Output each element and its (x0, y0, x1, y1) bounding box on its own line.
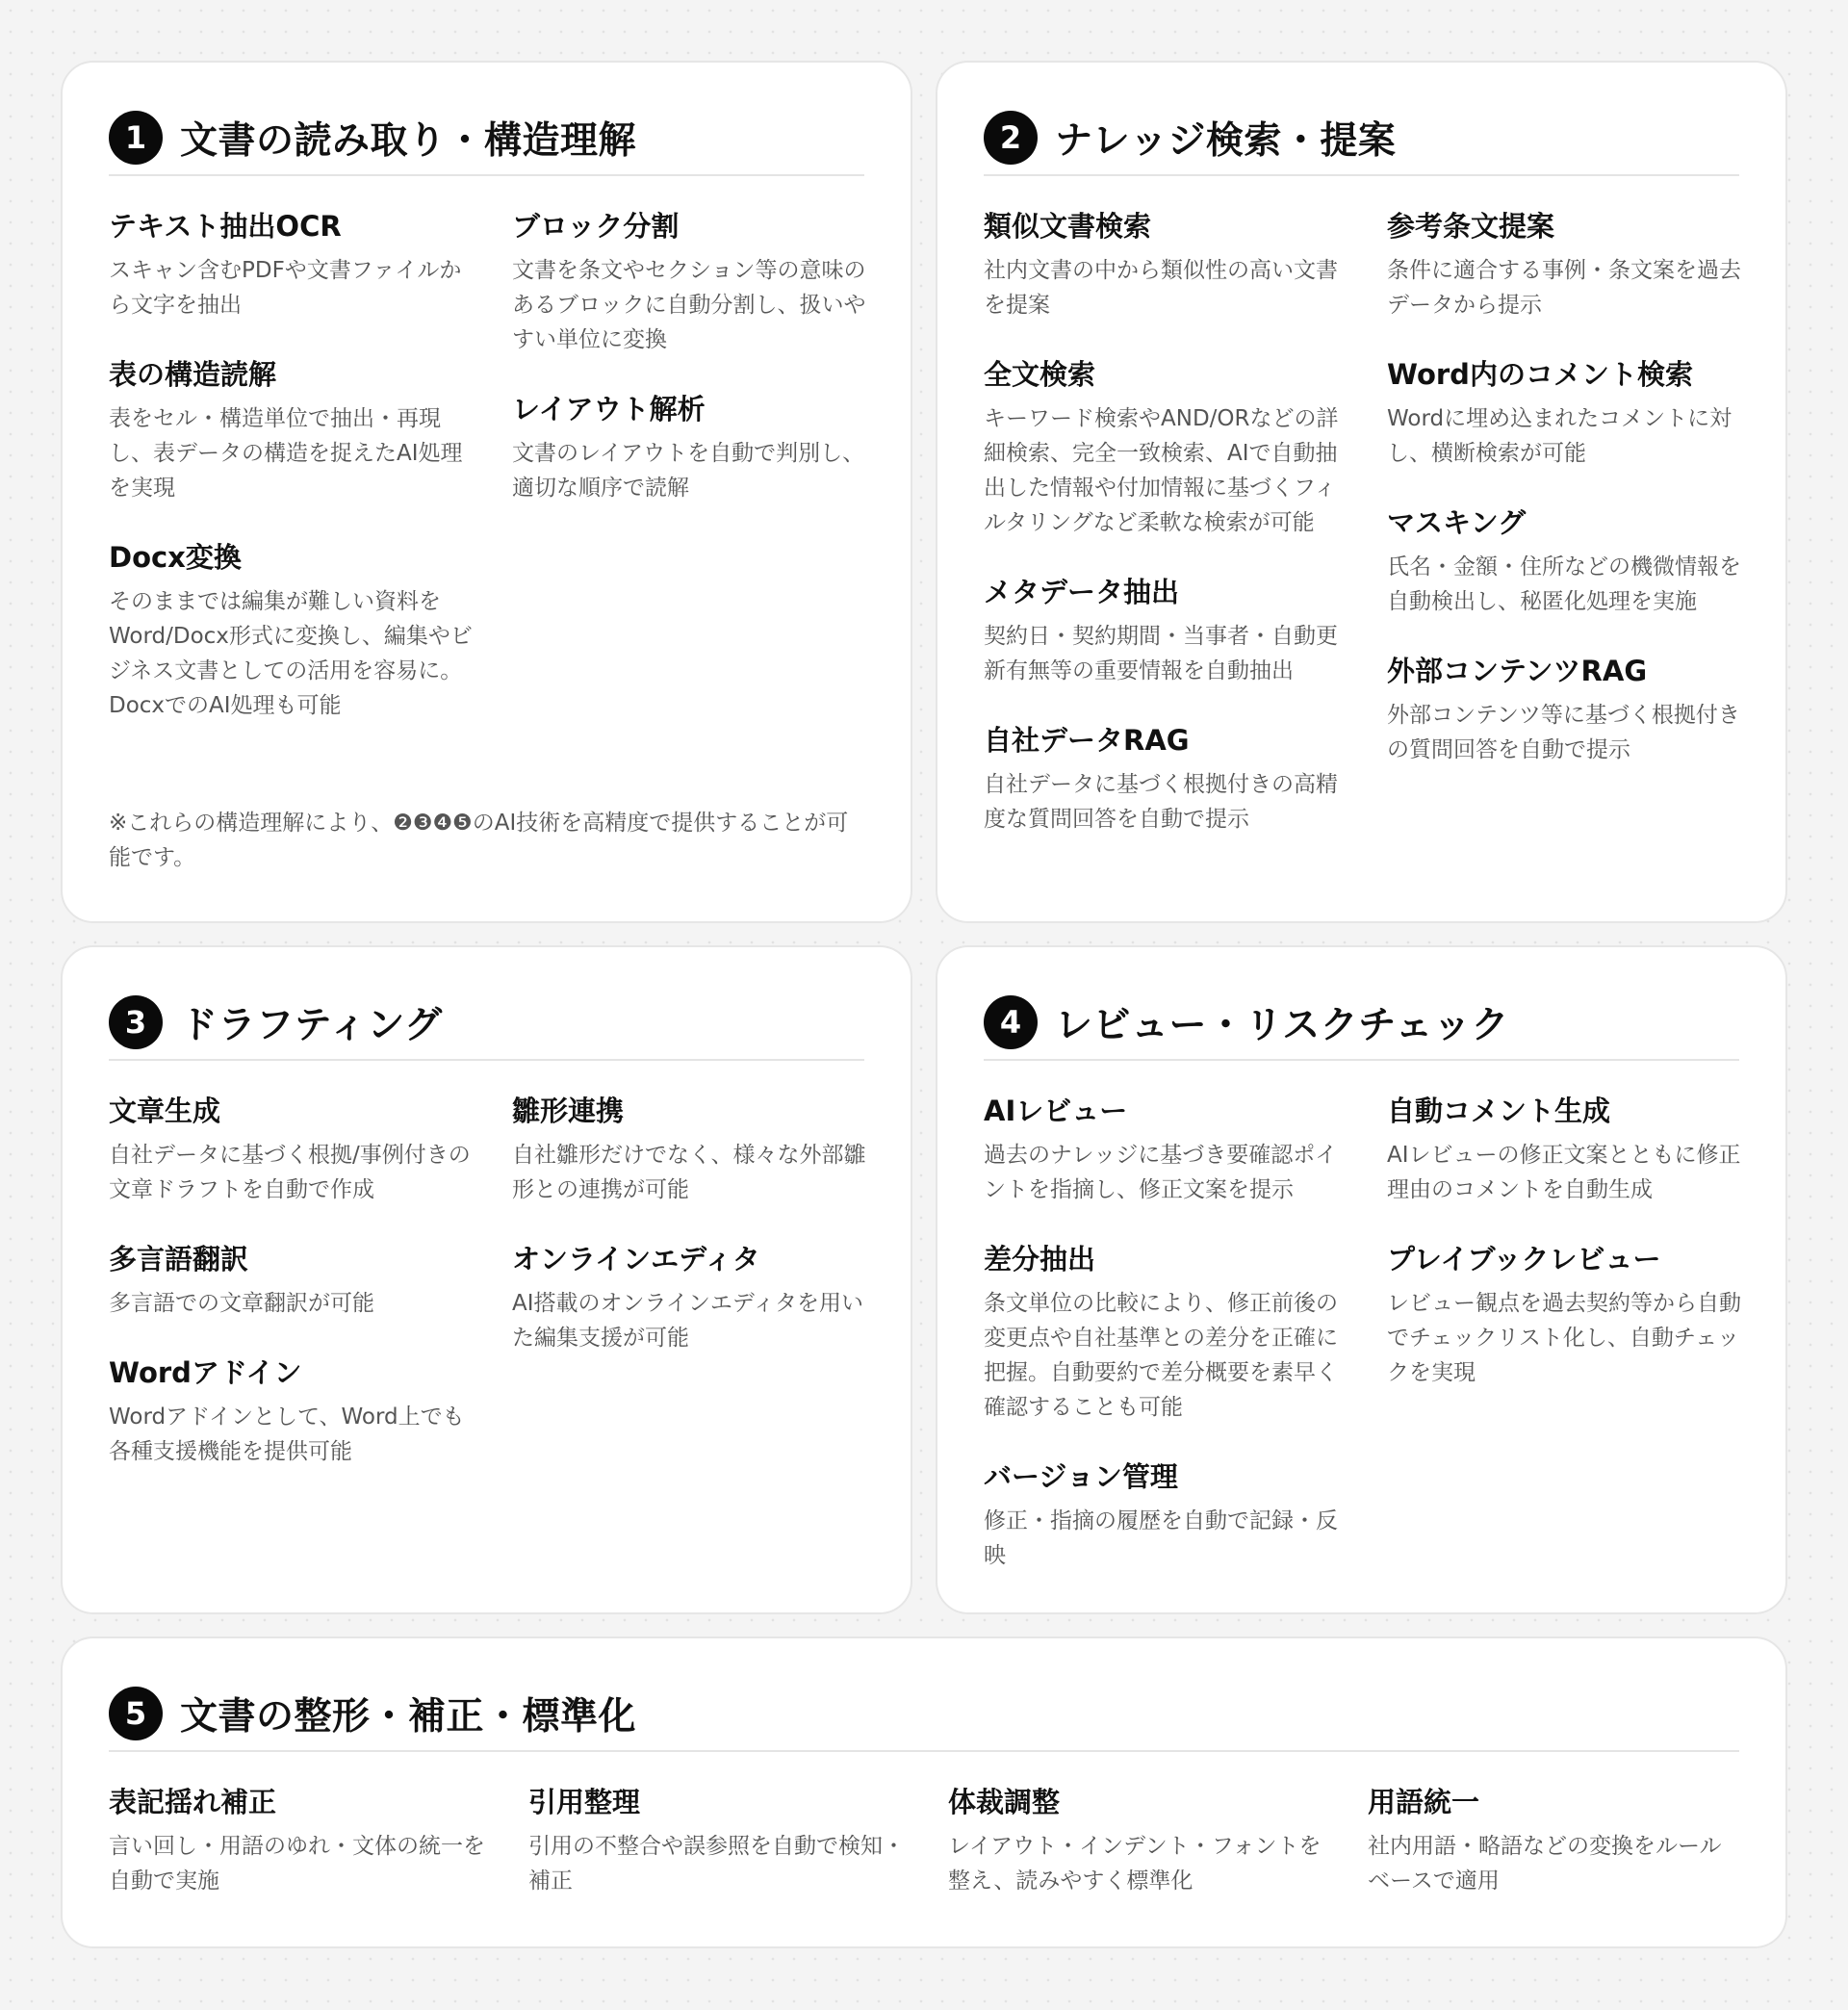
feature-title: 体裁調整 (948, 1786, 1061, 1818)
feature-item (984, 1094, 1349, 1207)
feature-item (984, 209, 1349, 322)
card-header (984, 990, 1739, 1061)
feature-item (1387, 357, 1753, 471)
feature-item (512, 392, 878, 505)
card-title: 文書の整形・補正・標準化 (180, 1695, 637, 1739)
feature-title: テキスト抽出OCR (109, 210, 342, 243)
number-badge: 5 (109, 1687, 163, 1740)
feature-description: 契約日・契約期間・当事者・自動更新有無等の重要情報を自動抽出 (984, 624, 1338, 683)
feature-title: 外部コンテンツRAG (1387, 655, 1648, 687)
feature-column (984, 1094, 1349, 1608)
section-card-drafting (61, 945, 912, 1614)
feature-description: 修正・指摘の履歴を自動で記録・反映 (984, 1508, 1338, 1568)
feature-title: 雛形連携 (512, 1095, 625, 1127)
feature-title: AIレビュー (984, 1095, 1128, 1127)
feature-description: レビュー観点を過去契約等から自動でチェックリスト化し、自動チェックを実現 (1387, 1291, 1741, 1385)
feature-description: 言い回し・用語のゆれ・文体の統一を自動で実施 (109, 1834, 485, 1894)
feature-item (512, 1242, 878, 1355)
feature-item (109, 357, 475, 505)
card-header (984, 105, 1739, 176)
feature-item (512, 209, 878, 357)
feature-column (109, 209, 475, 758)
feature-item (984, 1242, 1349, 1425)
feature-title: メタデータ抽出 (984, 576, 1180, 608)
feature-description: レイアウト・インデント・フォントを整え、読みやすく標準化 (948, 1834, 1322, 1894)
feature-description: AIレビューの修正文案とともに修正理由のコメントを自動生成 (1387, 1143, 1741, 1202)
footnote: ※これらの構造理解により、❷❸❹❺のAI技術を高精度で提供することが可能です。 (109, 811, 849, 870)
feature-description: キーワード検索やAND/ORなどの詳細検索、完全一致検索、AIで自動抽出した情報や付加情報に基づくフィルタリングなど柔軟な検索が可能 (984, 406, 1339, 535)
section-card-formatting-standardization (61, 1636, 1787, 1948)
number-badge: 2 (984, 111, 1038, 165)
section-card-review-risk-check (936, 945, 1787, 1614)
feature-description: 社内文書の中から類似性の高い文書を提案 (984, 258, 1338, 318)
feature-column (948, 1785, 1333, 1933)
feature-title: ブロック分割 (512, 210, 680, 243)
feature-item (528, 1785, 913, 1898)
feature-title: オンラインエディタ (512, 1243, 760, 1276)
feature-title: レイアウト解析 (512, 393, 706, 425)
feature-title: 自動コメント生成 (1387, 1095, 1611, 1127)
number-badge: 1 (109, 111, 163, 165)
feature-title: プレイブックレビュー (1387, 1243, 1661, 1276)
feature-description: そのままでは編集が難しい資料をWord/Docx形式に変換し、編集やビジネス文書としての活用を容易に。DocxでのAI処理も可能 (109, 589, 473, 718)
feature-item (984, 357, 1349, 540)
feature-title: 全文検索 (984, 358, 1096, 391)
feature-item (1387, 209, 1753, 322)
feature-item (109, 209, 475, 322)
feature-item (948, 1785, 1333, 1898)
feature-description: スキャン含むPDFや文書ファイルから文字を抽出 (109, 258, 462, 318)
feature-item (984, 723, 1349, 837)
feature-title: 文章生成 (109, 1095, 221, 1127)
number-badge: 3 (109, 995, 163, 1049)
feature-description: 表をセル・構造単位で抽出・再現し、表データの構造を捉えたAI処理を実現 (109, 406, 463, 501)
feature-item (109, 1355, 475, 1469)
feature-title: 自社データRAG (984, 724, 1190, 757)
feature-title: マスキング (1387, 506, 1527, 539)
feature-item (1368, 1785, 1743, 1898)
feature-column (984, 209, 1349, 871)
card-title: レビュー・リスクチェック (1055, 1004, 1510, 1047)
feature-title: 類似文書検索 (984, 210, 1152, 243)
feature-description: 自社データに基づく根拠/事例付きの文章ドラフトを自動で作成 (109, 1143, 471, 1202)
feature-item (109, 1785, 494, 1898)
feature-description: 条件に適合する事例・条文案を過去データから提示 (1387, 258, 1741, 318)
feature-title: 差分抽出 (984, 1243, 1096, 1276)
feature-description: 過去のナレッジに基づき要確認ポイントを指摘し、修正文案を提示 (984, 1143, 1338, 1202)
card-title: ドラフティング (180, 1004, 443, 1047)
feature-column (1387, 209, 1753, 802)
feature-description: 社内用語・略語などの変換をルールベースで適用 (1368, 1834, 1722, 1894)
feature-item (512, 1094, 878, 1207)
feature-description: 文書を条文やセクション等の意味のあるブロックに自動分割し、扱いやすい単位に変換 (512, 258, 866, 352)
card-title: ナレッジ検索・提案 (1055, 119, 1397, 163)
feature-description: 多言語での文章翻訳が可能 (109, 1291, 374, 1316)
section-card-document-reading (61, 61, 912, 923)
feature-column (512, 209, 878, 540)
feature-description: 自社雛形だけでなく、様々な外部雛形との連携が可能 (512, 1143, 866, 1202)
section-card-knowledge-search (936, 61, 1787, 923)
card-title: 文書の読み取り・構造理解 (180, 119, 637, 163)
feature-item (984, 1459, 1349, 1573)
feature-item (1387, 654, 1753, 767)
feature-title: 表記揺れ補正 (109, 1786, 277, 1818)
number-badge: 4 (984, 995, 1038, 1049)
feature-item (109, 540, 475, 723)
feature-title: Word内のコメント検索 (1387, 358, 1693, 391)
feature-title: バージョン管理 (984, 1460, 1178, 1493)
feature-description: 引用の不整合や誤参照を自動で検知・補正 (528, 1834, 905, 1894)
feature-title: 用語統一 (1368, 1786, 1480, 1818)
feature-column (109, 1094, 475, 1504)
feature-description: 外部コンテンツ等に基づく根拠付きの質問回答を自動で提示 (1387, 703, 1740, 762)
feature-column (1368, 1785, 1743, 1933)
feature-description: Wordに埋め込まれたコメントに対し、横断検索が可能 (1387, 406, 1732, 466)
feature-description: Wordアドインとして、Word上でも各種支援機能を提供可能 (109, 1404, 465, 1464)
feature-title: 多言語翻訳 (109, 1243, 249, 1276)
card-header (109, 105, 864, 176)
feature-title: Wordアドイン (109, 1356, 302, 1389)
feature-item (109, 1094, 475, 1207)
feature-title: Docx変換 (109, 541, 242, 574)
feature-column (528, 1785, 913, 1933)
feature-description: 自社データに基づく根拠付きの高精度な質問回答を自動で提示 (984, 772, 1338, 832)
feature-description: 文書のレイアウトを自動で判別し、適切な順序で読解 (512, 441, 865, 501)
feature-title: 引用整理 (528, 1786, 641, 1818)
feature-description: AI搭載のオンラインエディタを用いた編集支援が可能 (512, 1291, 863, 1351)
feature-title: 参考条文提案 (1387, 210, 1555, 243)
feature-title: 表の構造読解 (109, 358, 277, 391)
feature-item (984, 575, 1349, 688)
feature-description: 氏名・金額・住所などの機微情報を自動検出し、秘匿化処理を実施 (1387, 554, 1741, 614)
feature-item (1387, 505, 1753, 619)
card-header (109, 990, 864, 1061)
feature-item (1387, 1242, 1753, 1390)
card-header (109, 1681, 1739, 1752)
feature-column (1387, 1094, 1753, 1425)
feature-item (109, 1242, 475, 1321)
feature-item (1387, 1094, 1753, 1207)
feature-description: 条文単位の比較により、修正前後の変更点や自社基準との差分を正確に把握。自動要約で差分概要を素早く確認することも可能 (984, 1291, 1338, 1420)
feature-column (512, 1094, 878, 1390)
feature-column (109, 1785, 494, 1933)
